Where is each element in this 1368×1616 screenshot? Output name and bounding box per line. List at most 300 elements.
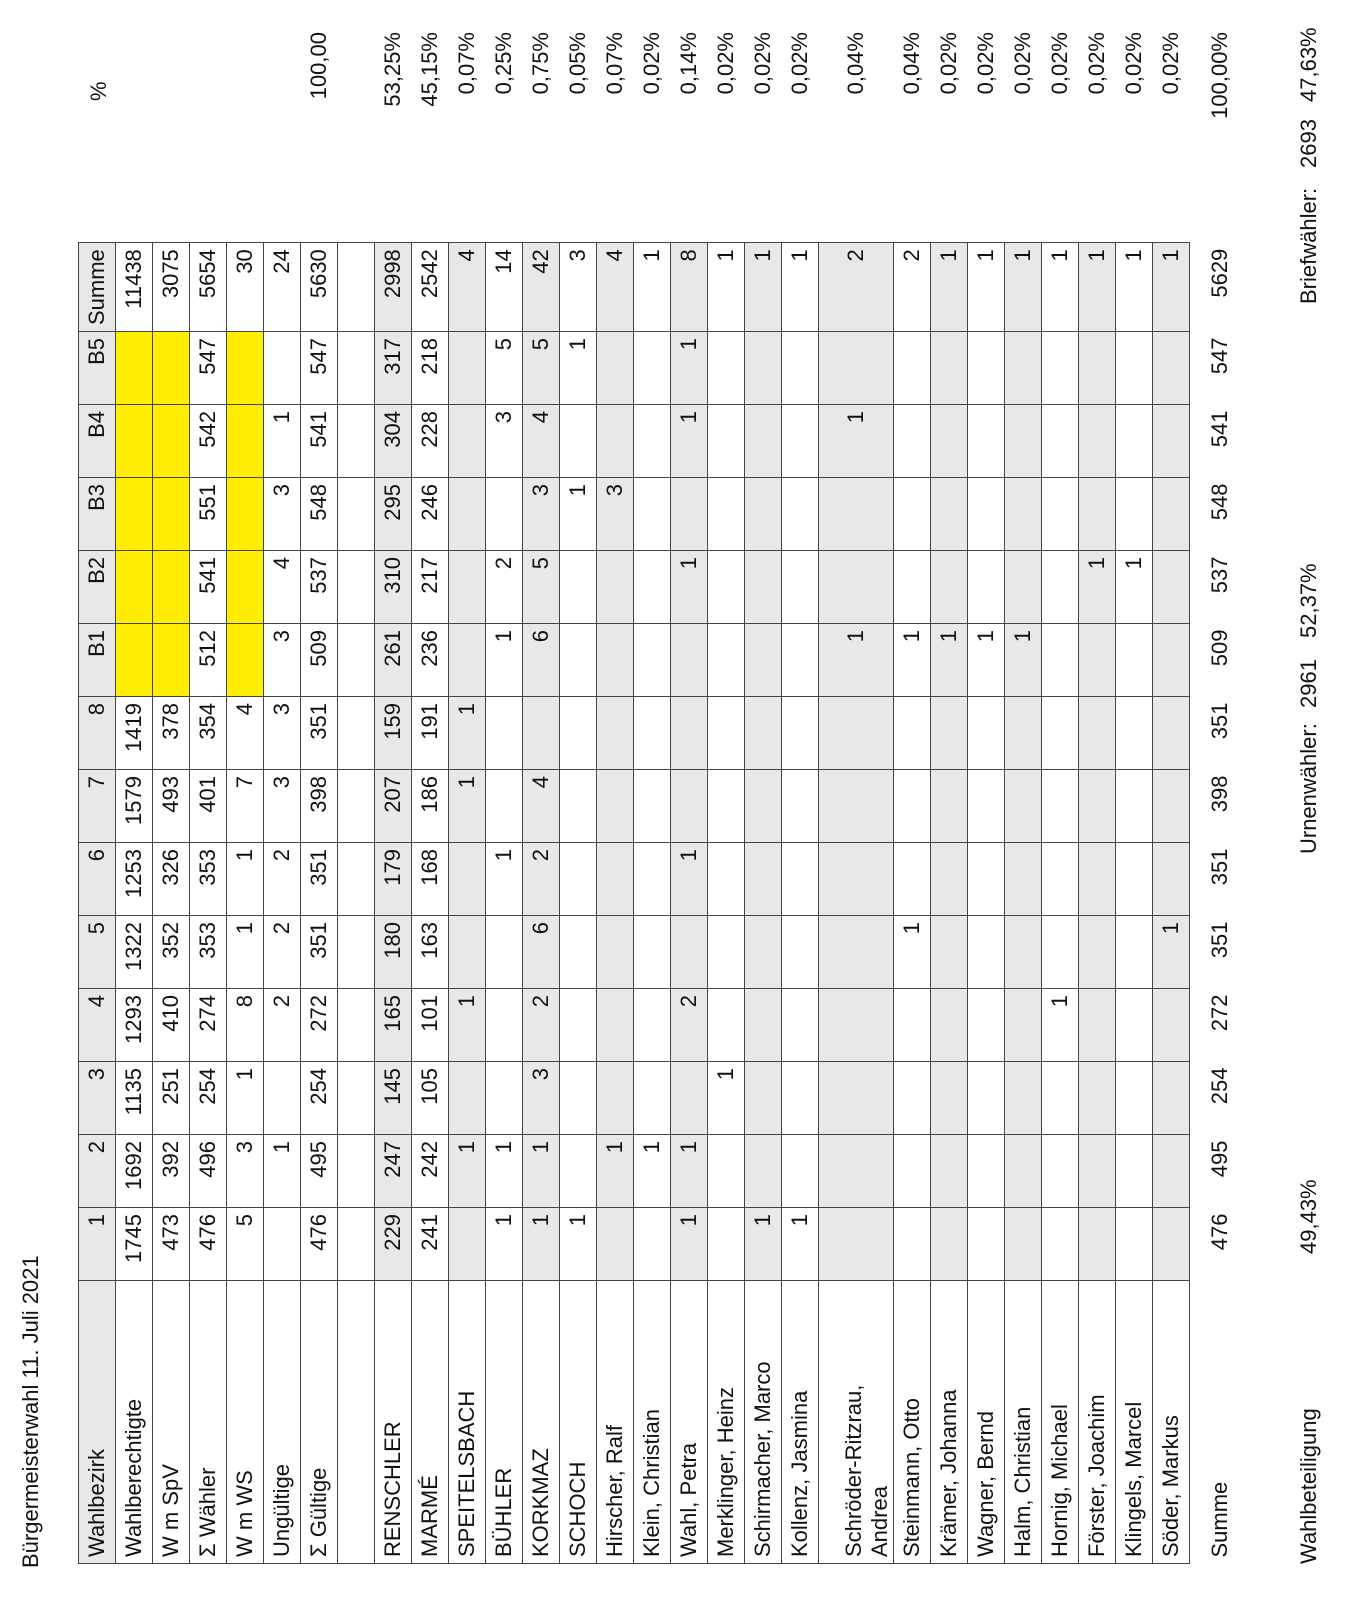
percent-value: 0,02%: [1157, 32, 1183, 95]
table-cell: 398: [301, 770, 338, 843]
row-label: [597, 1281, 634, 1564]
table-cell: [1042, 1062, 1079, 1135]
table-cell: [819, 989, 894, 1062]
table-cell: [782, 770, 819, 843]
table-cell: 2: [79, 1135, 116, 1208]
table-cell: [634, 624, 671, 697]
table-cell: [449, 624, 486, 697]
percent-value: 100,00%: [1206, 32, 1232, 119]
table-cell: [634, 916, 671, 989]
table-cell: 1: [782, 1208, 819, 1281]
table-cell: 2: [264, 916, 301, 989]
table-cell: [1079, 478, 1116, 551]
table-cell: [116, 551, 153, 624]
table-row: [968, 243, 1005, 1564]
table-cell: [1005, 1062, 1042, 1135]
table-cell: [1116, 989, 1153, 1062]
table-cell: 6: [523, 916, 560, 989]
table-cell: 473: [153, 1208, 190, 1281]
table-cell: [449, 478, 486, 551]
table-cell: 1: [708, 1062, 745, 1135]
table-cell: [819, 770, 894, 843]
table-cell: [523, 697, 560, 770]
table-cell: B4: [79, 405, 116, 478]
table-cell: [1116, 697, 1153, 770]
percent-value: 0,25%: [490, 32, 516, 95]
table-cell: 1: [819, 405, 894, 478]
table-cell: [560, 843, 597, 916]
table-row: [486, 243, 523, 1564]
table-cell: [227, 551, 264, 624]
table-row: [264, 243, 301, 1564]
summe-cell: 272: [1207, 994, 1232, 1032]
table-cell: [894, 1062, 931, 1135]
table-row: [116, 243, 153, 1564]
table-cell: [1116, 1062, 1153, 1135]
percent-value: 0,14%: [675, 32, 701, 95]
table-cell: 1: [1116, 551, 1153, 624]
table-cell: 145: [375, 1062, 412, 1135]
row-label-text: Wahlberechtigte: [121, 1398, 146, 1557]
spacer-cell: [338, 551, 375, 624]
row-label-text: Schirmacher, Marco: [750, 1361, 775, 1557]
table-row: [708, 243, 745, 1564]
summe-cell: 548: [1207, 483, 1232, 521]
table-cell: [708, 551, 745, 624]
table-cell: 2: [894, 243, 931, 332]
row-label: [301, 1281, 338, 1564]
table-row: [523, 243, 560, 1564]
table-cell: [1079, 770, 1116, 843]
table-cell: [560, 624, 597, 697]
table-row: [819, 243, 894, 1564]
percent-value: 45,15%: [416, 32, 442, 107]
table-cell: 512: [190, 624, 227, 697]
row-label: [1005, 1281, 1042, 1564]
table-cell: 236: [412, 624, 449, 697]
table-cell: [782, 624, 819, 697]
table-cell: [968, 332, 1005, 405]
table-row: [560, 243, 597, 1564]
table-cell: [708, 989, 745, 1062]
table-cell: 159: [375, 697, 412, 770]
table-cell: 1: [486, 624, 523, 697]
table-cell: [1079, 697, 1116, 770]
table-cell: 1: [708, 243, 745, 332]
table-cell: 1322: [116, 916, 153, 989]
table-cell: [968, 551, 1005, 624]
table-cell: 1: [597, 1135, 634, 1208]
table-cell: [1153, 770, 1190, 843]
table-cell: 295: [375, 478, 412, 551]
table-cell: [745, 332, 782, 405]
table-cell: 5654: [190, 243, 227, 332]
table-cell: 1: [1005, 624, 1042, 697]
table-cell: [1042, 1208, 1079, 1281]
row-label: [190, 1281, 227, 1564]
table-cell: 537: [301, 551, 338, 624]
table-cell: [1005, 843, 1042, 916]
table-cell: 101: [412, 989, 449, 1062]
percent-value: 0,02%: [1083, 32, 1109, 95]
table-row: [931, 243, 968, 1564]
table-row: [375, 243, 412, 1564]
table-cell: [597, 916, 634, 989]
table-cell: [486, 770, 523, 843]
table-cell: 4: [449, 243, 486, 332]
table-cell: 1: [449, 770, 486, 843]
table-cell: 217: [412, 551, 449, 624]
postal-voters-count: 2693: [1296, 119, 1321, 168]
row-label: [931, 1281, 968, 1564]
table-cell: 1: [745, 1208, 782, 1281]
table-cell: 496: [190, 1135, 227, 1208]
row-label-text: Σ Wähler: [195, 1467, 220, 1557]
table-cell: [782, 843, 819, 916]
row-label: [782, 1281, 819, 1564]
table-cell: 254: [190, 1062, 227, 1135]
urn-voters-pct: 52,37%: [1296, 563, 1321, 638]
table-cell: [745, 478, 782, 551]
table-cell: [153, 624, 190, 697]
table-cell: [708, 405, 745, 478]
table-cell: [486, 989, 523, 1062]
table-cell: 4: [227, 697, 264, 770]
table-cell: 351: [301, 843, 338, 916]
table-cell: [116, 332, 153, 405]
table-cell: [116, 478, 153, 551]
table-cell: [597, 551, 634, 624]
table-cell: 168: [412, 843, 449, 916]
table-cell: [597, 1208, 634, 1281]
spacer-cell: [338, 697, 375, 770]
table-cell: [671, 770, 708, 843]
table-row: [79, 243, 116, 1564]
spacer-cell: [338, 1208, 375, 1281]
row-label: [116, 1281, 153, 1564]
table-cell: [782, 405, 819, 478]
table-cell: [745, 697, 782, 770]
table-cell: [819, 843, 894, 916]
percent-value: 0,02%: [935, 32, 961, 95]
table-cell: 1: [486, 1135, 523, 1208]
table-cell: 541: [190, 551, 227, 624]
table-cell: [968, 1135, 1005, 1208]
results-table: [78, 242, 1250, 1564]
table-cell: 378: [153, 697, 190, 770]
percent-value: 0,02%: [972, 32, 998, 95]
table-row: [1116, 243, 1153, 1564]
table-cell: 1135: [116, 1062, 153, 1135]
table-cell: 2: [264, 843, 301, 916]
table-cell: 1: [968, 624, 1005, 697]
table-cell: [449, 1208, 486, 1281]
table-cell: [745, 551, 782, 624]
spacer-cell: [338, 243, 375, 332]
table-cell: 1: [671, 332, 708, 405]
table-cell: [560, 551, 597, 624]
table-row: [227, 243, 264, 1564]
table-cell: [1042, 405, 1079, 478]
table-cell: 2: [523, 989, 560, 1062]
table-cell: 1: [523, 1135, 560, 1208]
table-cell: [634, 697, 671, 770]
table-cell: 3: [264, 770, 301, 843]
row-label-text: Ungültige: [269, 1464, 294, 1557]
table-cell: [931, 916, 968, 989]
row-label: [449, 1281, 486, 1564]
table-cell: 2: [523, 843, 560, 916]
table-cell: 4: [523, 405, 560, 478]
table-cell: 1: [486, 843, 523, 916]
percent-value: 53,25%: [379, 32, 405, 107]
spacer-cell: [338, 916, 375, 989]
table-cell: 4: [264, 551, 301, 624]
table-cell: 351: [301, 697, 338, 770]
table-cell: 272: [301, 989, 338, 1062]
table-cell: 410: [153, 989, 190, 1062]
table-cell: [1005, 989, 1042, 1062]
table-cell: 1: [227, 916, 264, 989]
table-cell: [227, 405, 264, 478]
table-cell: [708, 770, 745, 843]
table-cell: [894, 478, 931, 551]
table-cell: [782, 1135, 819, 1208]
table-cell: 1: [227, 843, 264, 916]
table-cell: [708, 843, 745, 916]
table-cell: [819, 332, 894, 405]
table-cell: [1153, 551, 1190, 624]
table-cell: [1116, 916, 1153, 989]
table-cell: [264, 332, 301, 405]
table-cell: [1116, 770, 1153, 843]
table-cell: 1745: [116, 1208, 153, 1281]
table-cell: [449, 843, 486, 916]
table-cell: [560, 405, 597, 478]
table-cell: 5: [79, 916, 116, 989]
table-cell: 1: [523, 1208, 560, 1281]
table-cell: [1153, 332, 1190, 405]
row-label-text: Krämer, Johanna: [936, 1389, 961, 1557]
spacer-cell: [338, 1062, 375, 1135]
table-cell: 1: [931, 243, 968, 332]
summe-cell: 509: [1207, 629, 1232, 667]
table-cell: [153, 551, 190, 624]
table-cell: 1: [931, 624, 968, 697]
table-cell: 1: [264, 405, 301, 478]
table-cell: 1: [671, 1208, 708, 1281]
spacer-row: [338, 243, 375, 1564]
table-cell: 3: [486, 405, 523, 478]
row-label-text: SCHOCH: [565, 1461, 590, 1557]
table-row: [1153, 243, 1190, 1564]
table-cell: [227, 332, 264, 405]
summe-label: Summe: [1207, 1481, 1232, 1558]
summe-cell: 254: [1207, 1067, 1232, 1105]
table-cell: [1042, 332, 1079, 405]
table-cell: [968, 916, 1005, 989]
row-label: [819, 1281, 894, 1564]
table-cell: 228: [412, 405, 449, 478]
table-cell: [1153, 989, 1190, 1062]
table-cell: [153, 332, 190, 405]
row-label: [1153, 1281, 1190, 1564]
table-cell: 24: [264, 243, 301, 332]
table-cell: [819, 478, 894, 551]
table-cell: 8: [671, 243, 708, 332]
table-cell: [1042, 624, 1079, 697]
table-cell: 5: [227, 1208, 264, 1281]
table-cell: [931, 551, 968, 624]
table-cell: [671, 478, 708, 551]
table-cell: [894, 1135, 931, 1208]
table-cell: [708, 916, 745, 989]
table-cell: 229: [375, 1208, 412, 1281]
percent-value: 0,02%: [1046, 32, 1072, 95]
table-cell: 6: [79, 843, 116, 916]
table-cell: [1005, 697, 1042, 770]
table-cell: [1042, 770, 1079, 843]
table-cell: [597, 989, 634, 1062]
row-label: [968, 1281, 1005, 1564]
postal-voters-label: Briefwähler:: [1296, 187, 1321, 304]
table-cell: [671, 916, 708, 989]
row-label: [375, 1281, 412, 1564]
table-cell: [931, 697, 968, 770]
percent-value: 0,75%: [527, 32, 553, 95]
table-cell: 351: [301, 916, 338, 989]
table-cell: 242: [412, 1135, 449, 1208]
table-cell: 1: [671, 843, 708, 916]
table-cell: [1005, 1208, 1042, 1281]
table-cell: 4: [523, 770, 560, 843]
row-label-text: Klingels, Marcel: [1121, 1401, 1146, 1557]
table-cell: [819, 697, 894, 770]
table-cell: [1153, 478, 1190, 551]
table-cell: [1079, 916, 1116, 989]
table-cell: 3: [264, 478, 301, 551]
table-cell: B3: [79, 478, 116, 551]
table-cell: 6: [523, 624, 560, 697]
row-label: [634, 1281, 671, 1564]
table-cell: 5: [523, 551, 560, 624]
spacer-cell: [338, 843, 375, 916]
table-cell: 1: [745, 243, 782, 332]
table-cell: [560, 697, 597, 770]
summe-cell: 5629: [1207, 248, 1232, 298]
table-cell: B5: [79, 332, 116, 405]
table-cell: [486, 916, 523, 989]
table-cell: [931, 405, 968, 478]
table-cell: [634, 989, 671, 1062]
table-cell: [597, 843, 634, 916]
table-cell: 5: [523, 332, 560, 405]
table-cell: [968, 697, 1005, 770]
table-row: [1042, 243, 1079, 1564]
table-cell: 509: [301, 624, 338, 697]
table-cell: [931, 1135, 968, 1208]
table-cell: [1005, 478, 1042, 551]
table-cell: 541: [301, 405, 338, 478]
table-cell: 1: [79, 1208, 116, 1281]
table-cell: 551: [190, 478, 227, 551]
table-cell: 1: [671, 405, 708, 478]
table-cell: [745, 989, 782, 1062]
table-cell: [1079, 332, 1116, 405]
row-label: [1079, 1281, 1116, 1564]
table-cell: 1: [1005, 243, 1042, 332]
table-cell: [1005, 332, 1042, 405]
table-cell: [449, 405, 486, 478]
table-cell: B1: [79, 624, 116, 697]
table-cell: 1: [1153, 243, 1190, 332]
table-cell: [1079, 1062, 1116, 1135]
table-cell: 165: [375, 989, 412, 1062]
row-label-text: BÜHLER: [491, 1467, 516, 1557]
table-cell: [968, 843, 1005, 916]
table-cell: 7: [227, 770, 264, 843]
table-cell: [894, 989, 931, 1062]
row-label-text: SPEITELSBACH: [454, 1390, 479, 1557]
table-cell: [116, 624, 153, 697]
table-cell: 1: [894, 916, 931, 989]
row-label-text: Klein, Christian: [639, 1409, 664, 1557]
row-label-text: Schröder-Ritzrau,: [841, 1384, 866, 1557]
table-row: [449, 243, 486, 1564]
table-cell: [153, 478, 190, 551]
table-row: [782, 243, 819, 1564]
table-row: [634, 243, 671, 1564]
table-cell: [264, 1208, 301, 1281]
percent-value: 0,02%: [712, 32, 738, 95]
table-cell: [1153, 405, 1190, 478]
table-cell: [782, 916, 819, 989]
spacer-cell: [338, 770, 375, 843]
table-cell: [153, 405, 190, 478]
table-cell: [486, 1062, 523, 1135]
table-cell: [782, 551, 819, 624]
table-cell: [968, 405, 1005, 478]
table-cell: 352: [153, 916, 190, 989]
table-cell: [1042, 843, 1079, 916]
table-cell: 1: [560, 332, 597, 405]
table-cell: [782, 989, 819, 1062]
row-label: [227, 1281, 264, 1564]
table-cell: [1005, 551, 1042, 624]
table-cell: [227, 478, 264, 551]
table-cell: [1116, 478, 1153, 551]
row-label: [1116, 1281, 1153, 1564]
table-cell: [1153, 1208, 1190, 1281]
table-cell: 218: [412, 332, 449, 405]
table-cell: [560, 770, 597, 843]
table-cell: 1293: [116, 989, 153, 1062]
table-cell: 1: [486, 1208, 523, 1281]
table-cell: [745, 1135, 782, 1208]
table-cell: [597, 1062, 634, 1135]
spacer-cell: [338, 332, 375, 405]
table-cell: 11438: [116, 243, 153, 332]
row-label-text: Steinmann, Otto: [899, 1398, 924, 1557]
table-cell: [1116, 332, 1153, 405]
table-cell: 547: [301, 332, 338, 405]
table-cell: [931, 989, 968, 1062]
summe-cell: 351: [1207, 921, 1232, 959]
table-cell: [1079, 624, 1116, 697]
summe-cell: 351: [1207, 848, 1232, 886]
table-cell: [264, 1062, 301, 1135]
table-cell: [1042, 916, 1079, 989]
